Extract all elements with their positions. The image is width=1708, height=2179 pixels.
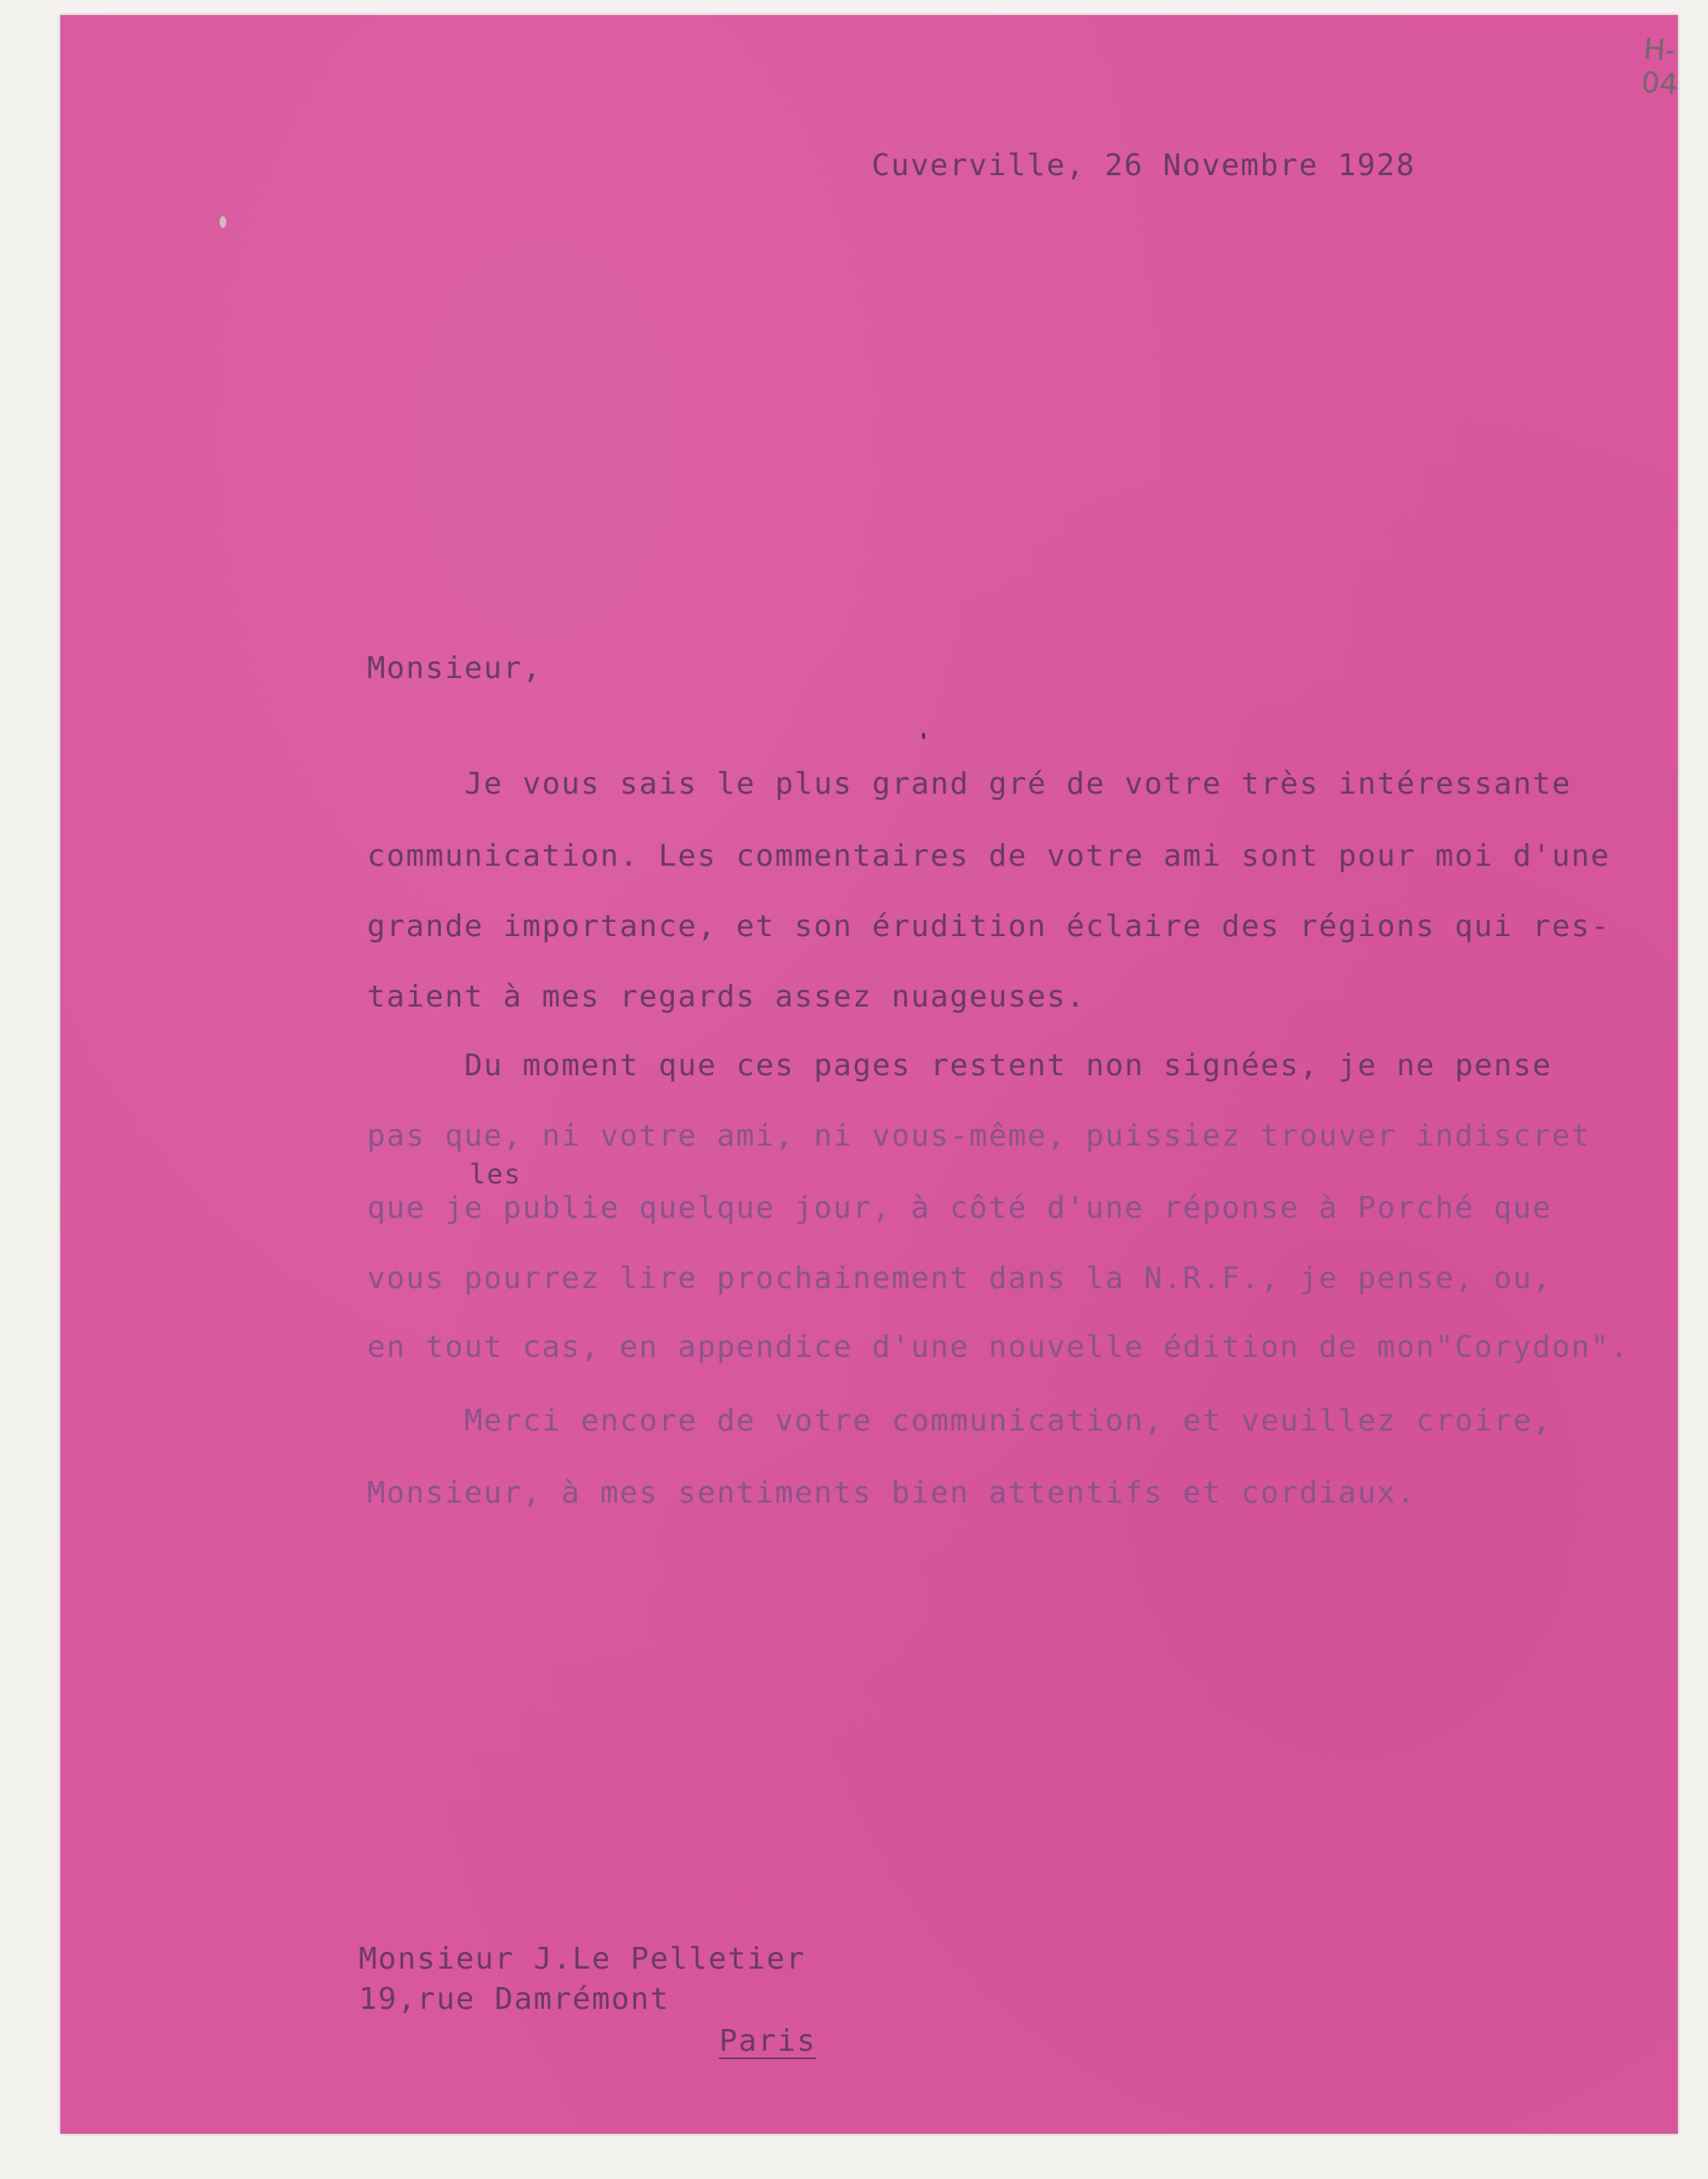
- paragraph-1-line-2: communication. Les commentaires de votre ami sont pour moi d'une: [367, 839, 1611, 873]
- archive-mark: H-04: [1640, 32, 1680, 102]
- paper-speck: [220, 216, 226, 228]
- paragraph-1-line-4: taient à mes regards assez nuageuses.: [367, 980, 1086, 1014]
- salutation: Monsieur,: [367, 651, 542, 686]
- letter-sheet: [60, 15, 1678, 2134]
- paragraph-2-line-3: que je publie quelque jour, à côté d'une réponse à Porché que: [367, 1191, 1552, 1225]
- paragraph-1-line-3: grande importance, et son érudition éclaire des régions qui res-: [367, 909, 1611, 944]
- paragraph-2-line-2: pas que, ni votre ami, ni vous-même, puissiez trouver indiscret: [367, 1119, 1591, 1153]
- address-street: 19,rue Damrémont: [359, 1982, 670, 2016]
- closing-line-1: Merci encore de votre communication, et veuillez croire,: [464, 1404, 1552, 1438]
- paper-speck: [922, 732, 925, 739]
- paragraph-2-line-1: Du moment que ces pages restent non signées, je ne pense: [464, 1048, 1552, 1083]
- dateline: Cuverville, 26 Novembre 1928: [872, 148, 1416, 183]
- paragraph-1-line-1: Je vous sais le plus grand gré de votre très intéressante: [464, 767, 1571, 801]
- address-city: Paris: [719, 2024, 816, 2058]
- address-name: Monsieur J.Le Pelletier: [359, 1942, 805, 1976]
- interlinear-insertion: les: [469, 1158, 522, 1190]
- closing-line-2: Monsieur, à mes sentiments bien attentifs et cordiaux.: [367, 1476, 1416, 1510]
- paragraph-2-line-5: en tout cas, en appendice d'une nouvelle édition de mon"Corydon".: [367, 1330, 1630, 1364]
- paragraph-2-line-4: vous pourrez lire prochainement dans la N.R.F., je pense, ou,: [367, 1261, 1552, 1296]
